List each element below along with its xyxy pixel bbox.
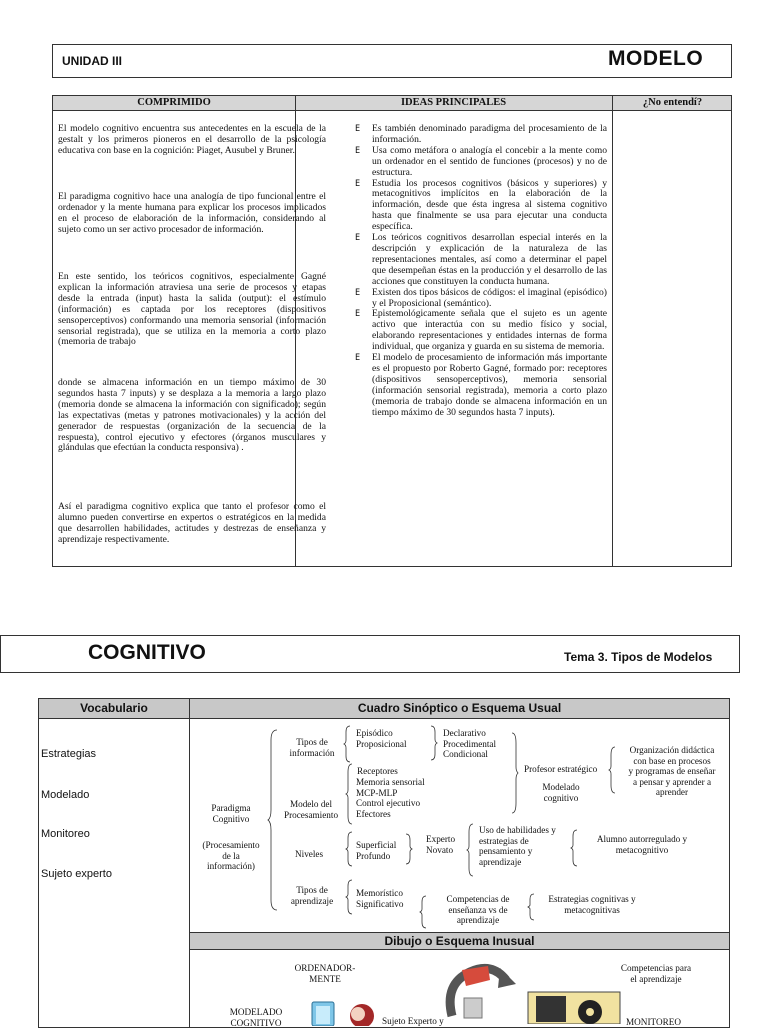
bullet-icon: E [355, 309, 361, 320]
niveles-list: Superficial Profundo [356, 840, 397, 861]
tema-label: Tema 3. Tipos de Modelos [564, 650, 713, 664]
idea-text: Epistemológicamente señala que el sujeto es un agente activo que interactúa con su medio físico y social, elaborando representaciones y entidades internas de forma individual, que organiza y guarda en su sistema de memoria. [372, 308, 607, 353]
idea-text: Los teóricos cognitivos desarrollan especial interés en la descripción y explicación de la naturaleza de las representaciones mentales, así como a determinar el papel que desempeñan éstas en la producción y el desarrollo de las acciones que constituyen la conducta humana. [372, 232, 607, 287]
conocimiento-list: Declarativo Procedimental Condicional [443, 728, 497, 760]
paradigma-label: Paradigma Cognitivo [211, 803, 251, 824]
tipos-informacion-label: Tipos de información [289, 737, 335, 758]
comprimido-paragraph: El paradigma cognitivo hace una analogía de tipo funcional entre el ordenador y la mente humana para explicar los procesos implicados en el proceso de elaboración de la información, considerando al sujeto como un ser activo procesador de información. [58, 191, 326, 235]
header-dibujo-inusual: Dibujo o Esquema Inusual [190, 932, 729, 950]
brace-icon [420, 896, 426, 928]
idea-text: Estudia los procesos cognitivos (básicos y superiores) y metacognitivos implícitos en la elaboración de la información, desde que ésta ingresa al sistema cognitivo hasta que finalmente se usa para ejecutar una conducta específica. [372, 177, 607, 233]
bullet-icon: E [355, 353, 361, 364]
header-cuadro-sinoptico: Cuadro Sinóptico o Esquema Usual [190, 699, 729, 719]
header-no-entendi: ¿No entendí? [642, 97, 703, 108]
monitoreo-label: MONITOREO [626, 1017, 681, 1027]
idea-text: Es también denominado paradigma del procesamiento de la información. [372, 123, 607, 145]
computer-person-illustration-icon [308, 996, 388, 1026]
list-item [355, 124, 607, 146]
uso-habilidades-label: Uso de habilidades y estrategias de pensamiento y aprendizaje [479, 825, 556, 867]
brace-icon [512, 733, 518, 813]
page-title: MODELO [608, 47, 704, 70]
list-item [355, 146, 607, 179]
brace-icon [344, 726, 350, 762]
main-brace-icon [268, 730, 278, 910]
header-ideas-principales: IDEAS PRINCIPALES [400, 97, 507, 108]
column-divider [612, 96, 613, 566]
bullet-icon: E [355, 233, 361, 244]
idea-text: Usa como metáfora o analogía el concebir a la mente como un ordenador en el sentido de funciones (procesos) y no de estructura. [372, 144, 607, 178]
vocab-item: Modelado [41, 789, 90, 801]
ordenador-mente-label: ORDENADOR- MENTE [294, 963, 356, 984]
idea-text: El modelo de procesamiento de información más importante es el propuesto por Roberto Gagné, formado por: receptores (dispositivos sensoperceptivos), memoria sensorial (información sensorial registrada), memoria a corto plazo (memoria de trabajo donde se almacena información en un tiempo máximo de 30 segundos hasta 7 inputs). [372, 352, 607, 418]
list-item [355, 179, 607, 234]
brace-icon [346, 832, 352, 866]
bullet-icon: E [355, 124, 361, 134]
modelo-procesamiento-label: Modelo del Procesamiento [283, 799, 339, 820]
modelado-cognitivo-label: MODELADO COGNITIVO [229, 1007, 283, 1028]
sujeto-experto-label: Sujeto Experto y [382, 1016, 444, 1026]
gears-illustration-icon [526, 990, 622, 1024]
header-comprimido: COMPRIMIDO [137, 97, 211, 108]
vocab-item: Estrategias [41, 748, 97, 760]
estrategias-label: Estrategias cognitivas y metacognitivas [548, 894, 636, 915]
list-item [355, 288, 607, 310]
header-vocabulario: Vocabulario [39, 699, 189, 719]
bullet-icon: E [355, 287, 361, 298]
vocab-item: Monitoreo [41, 828, 90, 840]
comprimido-paragraph: En este sentido, los teóricos cognitivos, especialmente Gagné explican la información atraviesa una serie de procesos y etapas desde la entrada (input) hasta la salida (output): el estímulo (información) es captada por los receptores (dispositivos sensoperceptivos) conformando una memoria sensorial (información sensorial registrada), que se utiliza en la memoria a corto plazo (memoria de trabajo [58, 271, 326, 348]
tipos-aprendizaje-label: Tipos de aprendizaje [290, 885, 334, 906]
aprendizaje-list: Memorístico Significativo [356, 888, 404, 909]
section-title: COGNITIVO [88, 641, 206, 664]
receptores-label: Receptores [357, 766, 398, 776]
alumno-label: Alumno autorregulado y metacognitivo [596, 834, 688, 855]
memoria-list: Memoria sensorial MCP-MLP Control ejecutivo Efectores [356, 777, 425, 819]
comprimido-paragraph: Así el paradigma cognitivo explica que tanto el profesor como el alumno pueden convertirse en expertos o estratégicos en la medida que desarrollen habilidades, actitudes y destrezas de enseñanza y aprendizaje respectivamente. [58, 501, 326, 545]
experto-list: Experto Novato [426, 834, 456, 855]
vocab-item: Sujeto experto [41, 868, 112, 880]
circular-arrow-illustration-icon [440, 960, 518, 1024]
brace-icon [571, 830, 577, 866]
summary-table [52, 95, 732, 567]
list-item [355, 309, 607, 353]
bullet-icon: E [355, 145, 361, 156]
comprimido-paragraph: El modelo cognitivo encuentra sus antecedentes en la escuela de la gestalt y los primeros pioneros en el desarrollo de la psicología educativa con base en la cognición: Piaget, Ausubel y Bruner. [58, 123, 326, 156]
unit-label: UNIDAD III [62, 54, 122, 68]
idea-text: Existen dos tipos básicos de códigos: el imaginal (episódico) y el Proposicional (semántico). [372, 286, 607, 309]
brace-icon [431, 726, 437, 760]
bullet-icon: E [355, 178, 361, 189]
brace-icon [346, 880, 352, 914]
profesor-label: Profesor estratégico [524, 764, 598, 774]
procesamiento-label: (Procesamiento de la información) [202, 840, 260, 872]
codigos-list: Episódico Proposicional [356, 728, 407, 749]
niveles-label: Niveles [295, 849, 324, 859]
ideas-list [355, 124, 607, 418]
list-item [355, 233, 607, 288]
brace-icon [346, 764, 352, 824]
comprimido-paragraph: donde se almacena información en un tiempo máximo de 30 segundos hasta 7 inputs) y se desplaza a la memoria a largo plazo (memoria donde se almacena la información con significado); según las expectativas (metas y patrones motivacionales) y la acción del generador de respuestas (organización de la secuencia de la respuesta), control ejecutivo y efectores (órganos musculares y glándulas que efectúan la conducta responsiva) . [58, 377, 326, 454]
brace-icon [467, 824, 473, 876]
competencias-para-label: Competencias para el aprendizaje [620, 963, 692, 984]
column-divider [189, 698, 190, 1028]
modelado-label: Modelado cognitivo [542, 782, 580, 803]
competencias-label: Competencias de enseñanza vs de aprendizaje [446, 894, 510, 926]
brace-icon [406, 834, 412, 864]
organizacion-label: Organización didáctica con base en procesos y programas de enseñar a pensar y aprender a aprender [628, 745, 716, 798]
list-item [355, 353, 607, 418]
